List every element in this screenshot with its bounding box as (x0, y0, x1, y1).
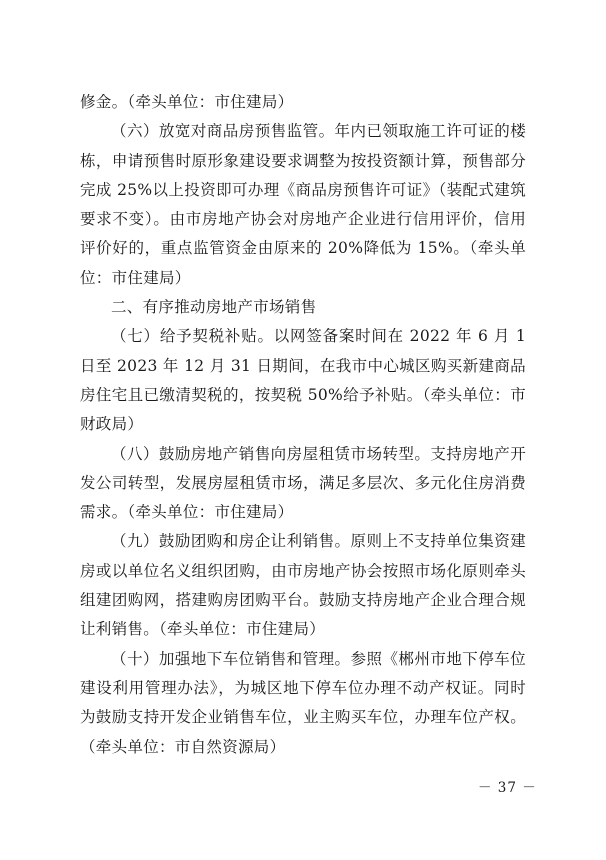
paragraph-item-6: （六）放宽对商品房预售监管。年内已领取施工许可证的楼栋，申请预售时原形象建设要求调整为按投资额计算，预售部分完成 25%以上投资即可办理《商品房预售许可证》（装配式建筑要求不变）。由市房地产协会对房地产企业进行信用评价，信用评价好的，重点监管资金由原来的 20%降低为 15%。（牵头单位：市住建局） (80, 122, 526, 287)
paragraph-continuation: 修金。（牵头单位：市住建局） (80, 93, 294, 111)
paragraph-item-9: （九）鼓励团购和房企让利销售。原则上不支持单位集资建房或以单位名义组织团购，由市房地产协会按照市场化原则牵头组建团购网，搭建购房团购平台。鼓励支持房地产企业合理合规让利销售。（牵头单位：市住建局） (80, 532, 526, 639)
page-number: － 37 － (478, 780, 537, 796)
paragraph-item-7: （七）给予契税补贴。以网签备案时间在 2022 年 6 月 1 日至 2023 年 12 月 31 日期间，在我市中心城区购买新建商品房住宅且已缴清契税的，按契税 50%给予补贴。（牵头单位：市财政局） (80, 327, 526, 434)
section-heading: 二、有序推动房地产市场销售 (111, 298, 317, 317)
paragraph-item-8: （八）鼓励房地产销售向房屋租赁市场转型。支持房地产开发公司转型，发展房屋租赁市场，满足多层次、多元化住房消费需求。（牵头单位：市住建局） (80, 444, 526, 522)
paragraph-item-10: （十）加强地下车位销售和管理。参照《郴州市地下停车位建设利用管理办法》，为城区地下停车位办理不动产权证。同时为鼓励支持开发企业销售车位，业主购买车位，办理车位产权。（牵头单位：市自然资源局） (80, 649, 526, 756)
document-body (80, 88, 526, 762)
